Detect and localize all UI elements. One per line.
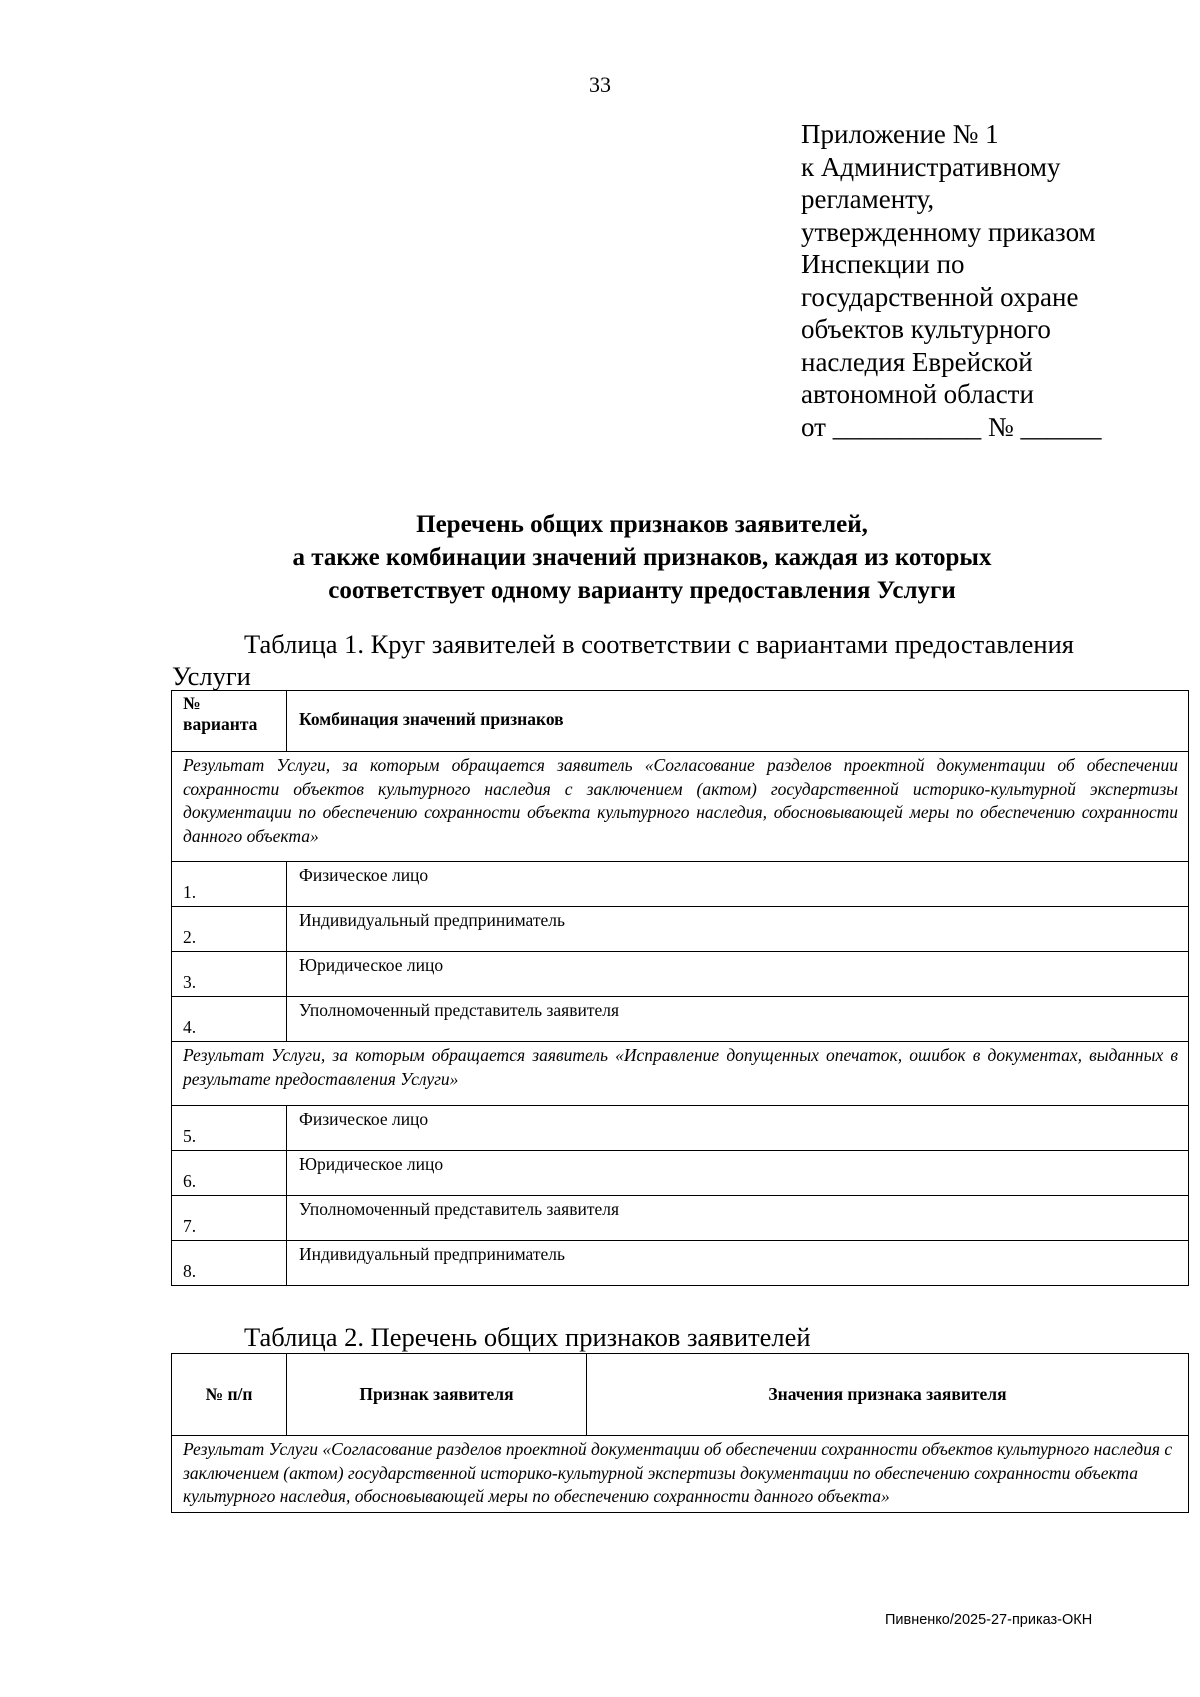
appendix-line: к Административному bbox=[801, 151, 1061, 182]
document-title bbox=[0, 508, 1200, 607]
title-line: Перечень общих признаков заявителей, bbox=[416, 511, 868, 538]
appendix-line: автономной области bbox=[801, 379, 1034, 409]
header-variant-number bbox=[172, 691, 287, 752]
appendix-line: утвержденному приказом bbox=[801, 216, 1096, 247]
result-description: Результат Услуги «Согласование разделов проектной документации об обеспечении сохранности объектов культурного наследия с заключением (актом) государственной историко-культурной экспертизы документации по обеспечению сохранности объекта культурного наследия, обосновывающей меры по обеспечению сохранности данного объекта» bbox=[172, 1436, 1189, 1513]
variant-value: Физическое лицо bbox=[287, 1106, 1189, 1151]
header-attribute: Признак заявителя bbox=[287, 1354, 587, 1436]
appendix-line: государственной охране bbox=[801, 281, 1079, 312]
result-group-row bbox=[172, 752, 1189, 862]
variant-value: Индивидуальный предприниматель bbox=[287, 907, 1189, 952]
appendix-block bbox=[801, 118, 1141, 443]
table2-caption: Таблица 2. Перечень общих признаков заявителей bbox=[244, 1322, 811, 1352]
result-group-row bbox=[172, 1436, 1189, 1513]
applicant-attributes-table bbox=[171, 1353, 1189, 1513]
header-row-number: № п/п bbox=[172, 1354, 287, 1436]
variant-number: 2. bbox=[172, 907, 287, 952]
table-row bbox=[172, 997, 1189, 1042]
variant-value: Уполномоченный представитель заявителя bbox=[287, 1196, 1189, 1241]
table-row bbox=[172, 1196, 1189, 1241]
appendix-line: объектов культурного bbox=[801, 314, 1051, 344]
header-combination: Комбинация значений признаков bbox=[287, 691, 1189, 752]
table-row bbox=[172, 1151, 1189, 1196]
variant-number: 5. bbox=[172, 1106, 287, 1151]
appendix-line: Инспекции по bbox=[801, 249, 965, 279]
page-number: 33 bbox=[589, 72, 611, 97]
variant-value: Физическое лицо bbox=[287, 862, 1189, 907]
table1-caption: Таблица 1. Круг заявителей в соответствии с вариантами предоставления Услуги bbox=[172, 629, 1074, 691]
appendix-line: Приложение № 1 bbox=[801, 119, 999, 149]
result-description: Результат Услуги, за которым обращается заявитель «Согласование разделов проектной документации об обеспечении сохранности объектов культурного наследия с заключением (актом) государственной историко-культурной экспертизы документации по обеспечению сохранности объекта культурного наследия, обосновывающей меры по обеспечению сохранности данного объекта» bbox=[172, 752, 1189, 862]
table-row bbox=[172, 952, 1189, 997]
variant-value: Индивидуальный предприниматель bbox=[287, 1241, 1189, 1286]
table-row bbox=[172, 862, 1189, 907]
table-row bbox=[172, 1106, 1189, 1151]
result-description: Результат Услуги, за которым обращается заявитель «Исправление допущенных опечаток, ошибок в документах, выданных в результате предоставления Услуги» bbox=[172, 1042, 1189, 1106]
appendix-line: наследия Еврейской bbox=[801, 346, 1033, 377]
variant-value: Юридическое лицо bbox=[287, 952, 1189, 997]
variant-number: 3. bbox=[172, 952, 287, 997]
variant-number: 8. bbox=[172, 1241, 287, 1286]
appendix-date-number-line: от ___________ № ______ bbox=[801, 411, 1102, 442]
variant-value: Уполномоченный представитель заявителя bbox=[287, 997, 1189, 1042]
table-row bbox=[172, 1241, 1189, 1286]
result-group-row bbox=[172, 1042, 1189, 1106]
variant-number: 4. bbox=[172, 997, 287, 1042]
table-row bbox=[172, 907, 1189, 952]
variant-number: 7. bbox=[172, 1196, 287, 1241]
table-header-row bbox=[172, 1354, 1189, 1436]
appendix-line: регламенту, bbox=[801, 184, 935, 214]
title-line: а также комбинации значений признаков, каждая из которых bbox=[292, 544, 992, 571]
title-line: соответствует одному варианту предоставления Услуги bbox=[328, 577, 956, 604]
table-header-row bbox=[172, 691, 1189, 752]
header-attribute-values: Значения признака заявителя bbox=[587, 1354, 1189, 1436]
document-reference-footer: Пивненко/2025-27-приказ-ОКН bbox=[885, 1612, 1093, 1628]
variant-number: 1. bbox=[172, 862, 287, 907]
header-variant-label: варианта bbox=[183, 714, 258, 734]
header-num-sign: № bbox=[183, 693, 201, 713]
variant-number: 6. bbox=[172, 1151, 287, 1196]
variant-value: Юридическое лицо bbox=[287, 1151, 1189, 1196]
applicants-variants-table bbox=[171, 690, 1189, 1286]
